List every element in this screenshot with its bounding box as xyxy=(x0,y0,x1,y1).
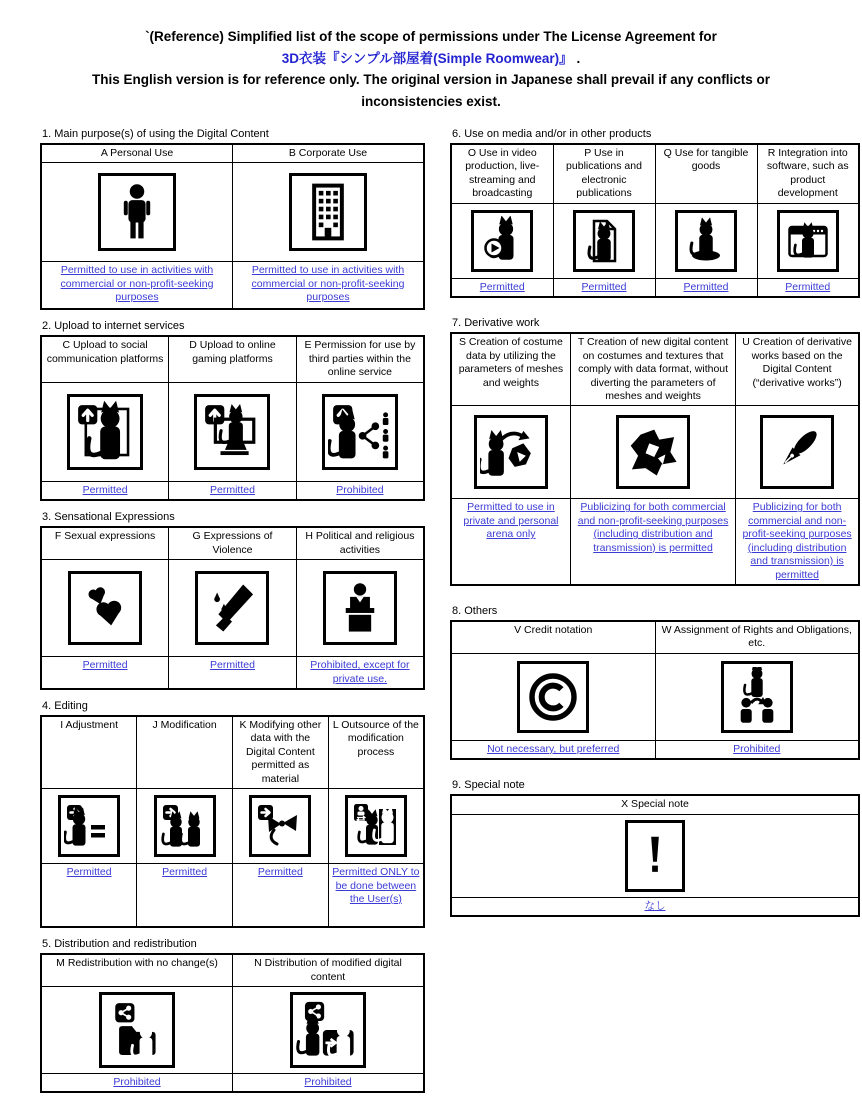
hearts-icon-box xyxy=(68,571,142,645)
item-icon-cell xyxy=(296,382,424,481)
status-link[interactable]: Permitted xyxy=(82,659,128,672)
status-link[interactable]: Prohibited xyxy=(113,1076,161,1088)
special-note-icon-box xyxy=(625,820,685,892)
item-status-cell xyxy=(451,897,859,916)
section-3-title: 3. Sensational Expressions xyxy=(42,511,175,524)
item-header: J Modification xyxy=(137,716,233,789)
item-status-cell xyxy=(736,499,859,585)
building-icon xyxy=(295,179,361,245)
section-9-title: 9. Special note xyxy=(452,779,525,792)
item-icon-cell xyxy=(41,560,169,657)
section-4-title: 4. Editing xyxy=(42,699,88,712)
item-icon-cell xyxy=(41,789,137,864)
status-link[interactable]: Permitted xyxy=(66,866,112,879)
item-icon-cell xyxy=(757,203,859,278)
section-3 xyxy=(40,511,425,690)
status-link[interactable]: Permitted xyxy=(683,280,729,293)
hearts-icon xyxy=(74,577,136,639)
item-header: T Creation of new digital content on costumes and textures that comply with data format, without diverting the parameters of meshes and weights xyxy=(570,333,735,406)
status-link[interactable]: なし xyxy=(644,899,666,912)
item-header: V Credit notation xyxy=(451,621,655,653)
item-status-cell xyxy=(41,1074,233,1093)
section-4-table xyxy=(40,715,425,928)
status-link[interactable]: Prohibited xyxy=(336,483,384,496)
redistribution-icon-box xyxy=(99,992,175,1068)
goods-icon-box xyxy=(675,210,737,272)
item-status-cell xyxy=(41,481,169,500)
adjustment-icon-box xyxy=(58,795,120,857)
status-link[interactable]: Permitted to use in private and personal arena only xyxy=(463,501,559,541)
section-2-table xyxy=(40,335,425,501)
assignment-icon-box xyxy=(721,661,793,733)
outsource-icon-box xyxy=(345,795,407,857)
status-link[interactable]: Publicizing for both commercial and non-profit-seeking purposes (including distribution and transmission) is permitted xyxy=(742,501,852,581)
item-header: D Upload to online gaming platforms xyxy=(169,336,297,382)
item-status-cell xyxy=(328,864,424,928)
document-title xyxy=(0,26,862,112)
item-header: A Personal Use xyxy=(41,144,233,163)
status-link[interactable]: Permitted xyxy=(82,483,128,496)
item-header: L Outsource of the modification process xyxy=(328,716,424,789)
section-7 xyxy=(450,317,860,586)
item-status-cell xyxy=(137,864,233,928)
item-icon-cell xyxy=(451,406,570,499)
item-header: S Creation of costume data by utilizing the parameters of meshes and weights xyxy=(451,333,570,406)
status-link[interactable]: Permitted xyxy=(210,659,255,672)
item-icon-cell xyxy=(451,203,553,278)
upload-gaming-icon-box xyxy=(194,394,270,470)
special-note-icon xyxy=(631,826,679,886)
item-icon-cell xyxy=(736,406,859,499)
item-icon-cell xyxy=(233,163,425,262)
person-icon xyxy=(104,179,170,245)
item-icon-cell xyxy=(570,406,735,499)
item-icon-cell xyxy=(233,987,425,1074)
item-header: H Political and religious activities xyxy=(296,527,424,559)
new-costume-icon xyxy=(622,421,684,483)
copyright-icon xyxy=(523,667,583,727)
publication-icon-box xyxy=(573,210,635,272)
item-header: F Sexual expressions xyxy=(41,527,169,559)
item-header: N Distribution of modified digital content xyxy=(233,954,425,986)
item-status-cell xyxy=(233,1074,425,1093)
status-link[interactable]: Permitted xyxy=(210,483,255,496)
item-icon-cell xyxy=(41,163,233,262)
derivative-pen-icon xyxy=(766,421,828,483)
item-status-cell xyxy=(655,740,859,759)
section-7-table xyxy=(450,332,860,586)
modification-icon xyxy=(160,801,210,851)
political-icon-box xyxy=(323,571,397,645)
copyright-icon-box xyxy=(517,661,589,733)
item-status-cell xyxy=(451,278,553,297)
costume-parameters-icon-box xyxy=(474,415,548,489)
item-header: E Permission for use by third parties within the online service xyxy=(296,336,424,382)
title-line-3: This English version is for reference only. The original version in Japanese shall prevail if any conflicts or inconsistencies exist. xyxy=(92,72,770,109)
derivative-pen-icon-box xyxy=(760,415,834,489)
assignment-icon xyxy=(727,667,787,727)
title-product-name: 3D衣装『シンプル部屋着(Simple Roomwear)』 xyxy=(281,50,573,66)
item-header: P Use in publications and electronic publications xyxy=(553,144,655,203)
item-status-cell xyxy=(233,262,425,310)
item-icon-cell xyxy=(451,653,655,740)
item-status-cell xyxy=(41,657,169,689)
section-1 xyxy=(40,128,425,310)
section-7-title: 7. Derivative work xyxy=(452,317,540,330)
upload-thirdparty-icon xyxy=(328,400,392,464)
section-9-table xyxy=(450,794,860,917)
upload-social-icon xyxy=(73,400,137,464)
section-8 xyxy=(450,605,860,760)
item-status-cell xyxy=(41,262,233,310)
status-link[interactable]: Not necessary, but preferred xyxy=(487,742,620,755)
status-link[interactable]: Permitted xyxy=(581,280,627,293)
violence-icon-box xyxy=(195,571,269,645)
section-8-table xyxy=(450,620,860,760)
status-link[interactable]: Permitted to use in activities with commercial or non-profit-seeking purposes xyxy=(60,264,214,304)
adjustment-icon xyxy=(64,801,114,851)
person-icon-box xyxy=(98,173,176,251)
item-status-cell xyxy=(451,499,570,585)
item-status-cell xyxy=(233,864,329,928)
item-header: W Assignment of Rights and Obligations, etc. xyxy=(655,621,859,653)
title-line-2-suffix: . xyxy=(572,50,581,66)
modified-distribution-icon-box xyxy=(290,992,366,1068)
title-line-2 xyxy=(0,48,862,70)
section-3-table xyxy=(40,526,425,690)
outsource-icon xyxy=(351,801,401,851)
item-icon-cell xyxy=(169,382,297,481)
item-icon-cell xyxy=(169,560,297,657)
item-icon-cell xyxy=(655,653,859,740)
section-6 xyxy=(450,128,860,298)
video-icon xyxy=(477,216,527,266)
status-link[interactable]: Permitted xyxy=(162,866,208,879)
section-5-table xyxy=(40,953,425,1093)
item-status-cell xyxy=(41,864,137,928)
section-6-table xyxy=(450,143,860,298)
section-5-title: 5. Distribution and redistribution xyxy=(42,938,197,951)
item-status-cell xyxy=(757,278,859,297)
status-link[interactable]: Permitted xyxy=(479,280,525,293)
item-header: K Modifying other data with the Digital Content permitted as material xyxy=(233,716,329,789)
redistribution-icon xyxy=(105,998,169,1062)
item-status-cell xyxy=(451,740,655,759)
software-icon xyxy=(783,216,833,266)
item-status-cell xyxy=(296,657,424,689)
item-status-cell xyxy=(169,657,297,689)
item-status-cell xyxy=(296,481,424,500)
modification-icon-box xyxy=(154,795,216,857)
section-1-title: 1. Main purpose(s) of using the Digital Content xyxy=(42,128,269,140)
section-9 xyxy=(450,779,860,917)
new-costume-icon-box xyxy=(616,415,690,489)
publication-icon xyxy=(579,216,629,266)
status-link[interactable]: Publicizing for both commercial and non-profit-seeking purposes (including distribution and transmission) is permitted xyxy=(577,501,729,554)
section-4 xyxy=(40,700,425,928)
section-6-title: 6. Use on media and/or in other products xyxy=(452,128,652,140)
item-status-cell xyxy=(553,278,655,297)
right-column xyxy=(450,128,860,936)
item-header: I Adjustment xyxy=(41,716,137,789)
section-2-title: 2. Upload to internet services xyxy=(42,320,185,333)
section-1-table xyxy=(40,143,425,310)
status-link[interactable]: Prohibited xyxy=(304,1076,352,1088)
status-link[interactable]: Prohibited xyxy=(733,742,781,755)
item-icon-cell xyxy=(328,789,424,864)
upload-gaming-icon xyxy=(200,400,264,464)
status-link[interactable]: Permitted xyxy=(257,866,303,879)
violence-icon xyxy=(201,577,263,639)
item-icon-cell xyxy=(41,382,169,481)
section-2 xyxy=(40,320,425,501)
section-8-title: 8. Others xyxy=(452,605,498,617)
item-icon-cell xyxy=(137,789,233,864)
upload-social-icon-box xyxy=(67,394,143,470)
upload-thirdparty-icon-box xyxy=(322,394,398,470)
modify-material-icon xyxy=(255,801,305,851)
modify-material-icon-box xyxy=(249,795,311,857)
item-header: C Upload to social communication platforms xyxy=(41,336,169,382)
item-status-cell xyxy=(655,278,757,297)
item-icon-cell xyxy=(296,560,424,657)
item-header: B Corporate Use xyxy=(233,144,425,163)
political-icon xyxy=(329,577,391,639)
item-header: U Creation of derivative works based on the Digital Content (“derivative works”) xyxy=(736,333,859,406)
item-icon-cell xyxy=(655,203,757,278)
item-icon-cell xyxy=(553,203,655,278)
software-icon-box xyxy=(777,210,839,272)
modified-distribution-icon xyxy=(296,998,360,1062)
item-header: R Integration into software, such as product development xyxy=(757,144,859,203)
goods-icon xyxy=(681,216,731,266)
section-5 xyxy=(40,938,425,1093)
status-link[interactable]: Permitted to use in activities with commercial or non-profit-seeking purposes xyxy=(251,264,405,304)
item-icon-cell xyxy=(233,789,329,864)
item-icon-cell xyxy=(451,814,859,897)
item-header: G Expressions of Violence xyxy=(169,527,297,559)
item-status-cell xyxy=(169,481,297,500)
item-header: O Use in video production, live-streaming and broadcasting xyxy=(451,144,553,203)
status-link[interactable]: Permitted xyxy=(785,280,831,293)
status-link[interactable]: Prohibited, except for private use. xyxy=(310,659,410,685)
item-status-cell xyxy=(570,499,735,585)
left-column xyxy=(40,128,425,1103)
costume-parameters-icon xyxy=(480,421,542,483)
item-header: M Redistribution with no change(s) xyxy=(41,954,233,986)
status-link[interactable]: Permitted ONLY to be done between the User(s) xyxy=(332,866,420,905)
building-icon-box xyxy=(289,173,367,251)
title-line-1: `(Reference) Simplified list of the scope of permissions under The License Agreement for xyxy=(145,29,717,44)
video-icon-box xyxy=(471,210,533,272)
item-header: X Special note xyxy=(451,795,859,814)
item-header: Q Use for tangible goods xyxy=(655,144,757,203)
item-icon-cell xyxy=(41,987,233,1074)
